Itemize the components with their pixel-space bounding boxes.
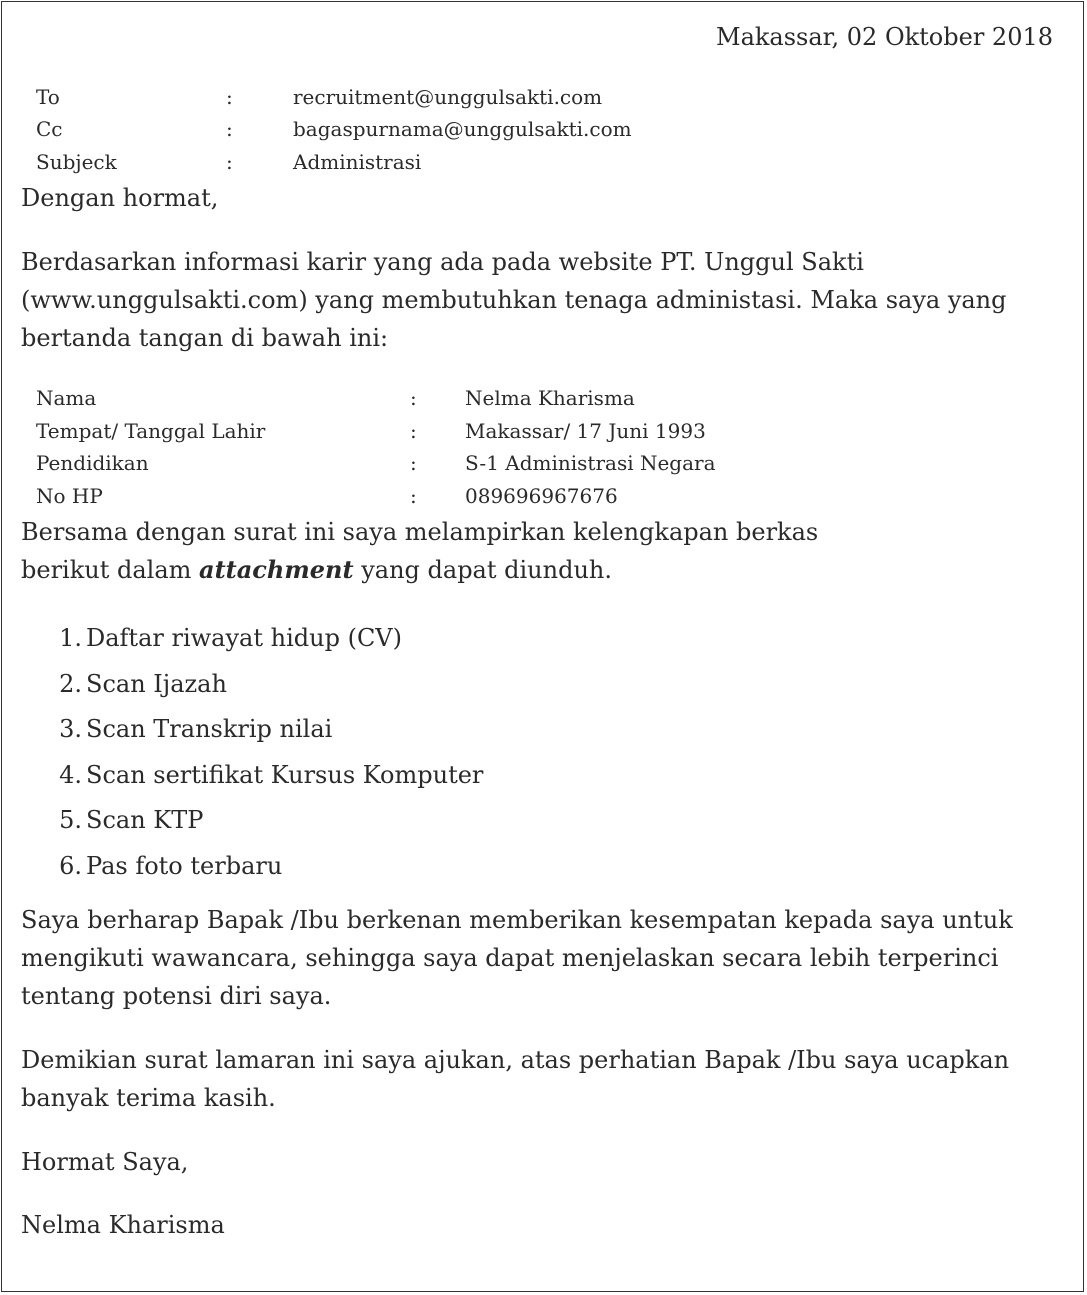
identity-label: No HP	[36, 484, 103, 508]
attachment-intro-tail: yang dapat diunduh.	[353, 556, 612, 584]
hope-paragraph: Saya berharap Bapak /Ibu berkenan memberikan kesempatan kepada saya untuk mengikuti wawancara, sehingga saya dapat menjelaskan secara lebih terperinci tentang potensi diri saya.	[21, 906, 1013, 1010]
header-label: Cc	[36, 117, 63, 141]
list-number: 1.	[59, 624, 82, 652]
list-text: Scan Ijazah	[86, 670, 227, 698]
list-text: Pas foto terbaru	[86, 852, 283, 880]
identity-label: Nama	[36, 386, 97, 410]
identity-separator: :	[410, 484, 417, 508]
list-text: Scan KTP	[86, 806, 204, 834]
list-text: Scan sertifikat Kursus Komputer	[86, 761, 484, 789]
list-number: 5.	[59, 806, 82, 834]
identity-separator: :	[410, 451, 417, 475]
identity-separator: :	[410, 386, 417, 410]
list-number: 3.	[59, 715, 82, 743]
letter-page	[1, 1, 1084, 1292]
list-number: 2.	[59, 670, 82, 698]
identity-value: Makassar/ 17 Juni 1993	[465, 419, 706, 443]
header-label: To	[36, 85, 60, 109]
regards: Hormat Saya,	[21, 1148, 189, 1176]
attachment-intro-text: Bersama dengan surat ini saya melampirkan kelengkapan berkas berikut dalam	[21, 518, 819, 584]
header-subject-value: Administrasi	[293, 150, 422, 174]
attachment-intro-paragraph	[21, 513, 901, 589]
header-separator: :	[226, 117, 233, 141]
identity-label: Tempat/ Tanggal Lahir	[36, 419, 266, 443]
list-number: 6.	[59, 852, 82, 880]
letter-date: Makassar, 02 Oktober 2018	[716, 23, 1053, 51]
greeting: Dengan hormat,	[21, 184, 219, 212]
list-text: Daftar riwayat hidup (CV)	[86, 624, 402, 652]
list-text: Scan Transkrip nilai	[86, 715, 333, 743]
list-number: 4.	[59, 761, 82, 789]
identity-label: Pendidikan	[36, 451, 149, 475]
identity-separator: :	[410, 419, 417, 443]
signature-name: Nelma Kharisma	[21, 1211, 225, 1239]
header-label: Subjeck	[36, 150, 117, 174]
identity-value: Nelma Kharisma	[465, 386, 635, 410]
header-separator: :	[226, 150, 233, 174]
header-separator: :	[226, 85, 233, 109]
closing-paragraph: Demikian surat lamaran ini saya ajukan, atas perhatian Bapak /Ibu saya ucapkan banyak terima kasih.	[21, 1046, 1010, 1112]
attachment-emphasis: attachment	[199, 555, 354, 584]
identity-value: S-1 Administrasi Negara	[465, 451, 716, 475]
identity-value: 089696967676	[465, 484, 618, 508]
header-cc-value: bagaspurnama@unggulsakti.com	[293, 117, 632, 141]
header-to-value: recruitment@unggulsakti.com	[293, 85, 603, 109]
intro-paragraph: Berdasarkan informasi karir yang ada pada website PT. Unggul Sakti (www.unggulsakti.com) yang membutuhkan tenaga administasi. Maka saya yang bertanda tangan di bawah ini:	[21, 248, 1007, 352]
